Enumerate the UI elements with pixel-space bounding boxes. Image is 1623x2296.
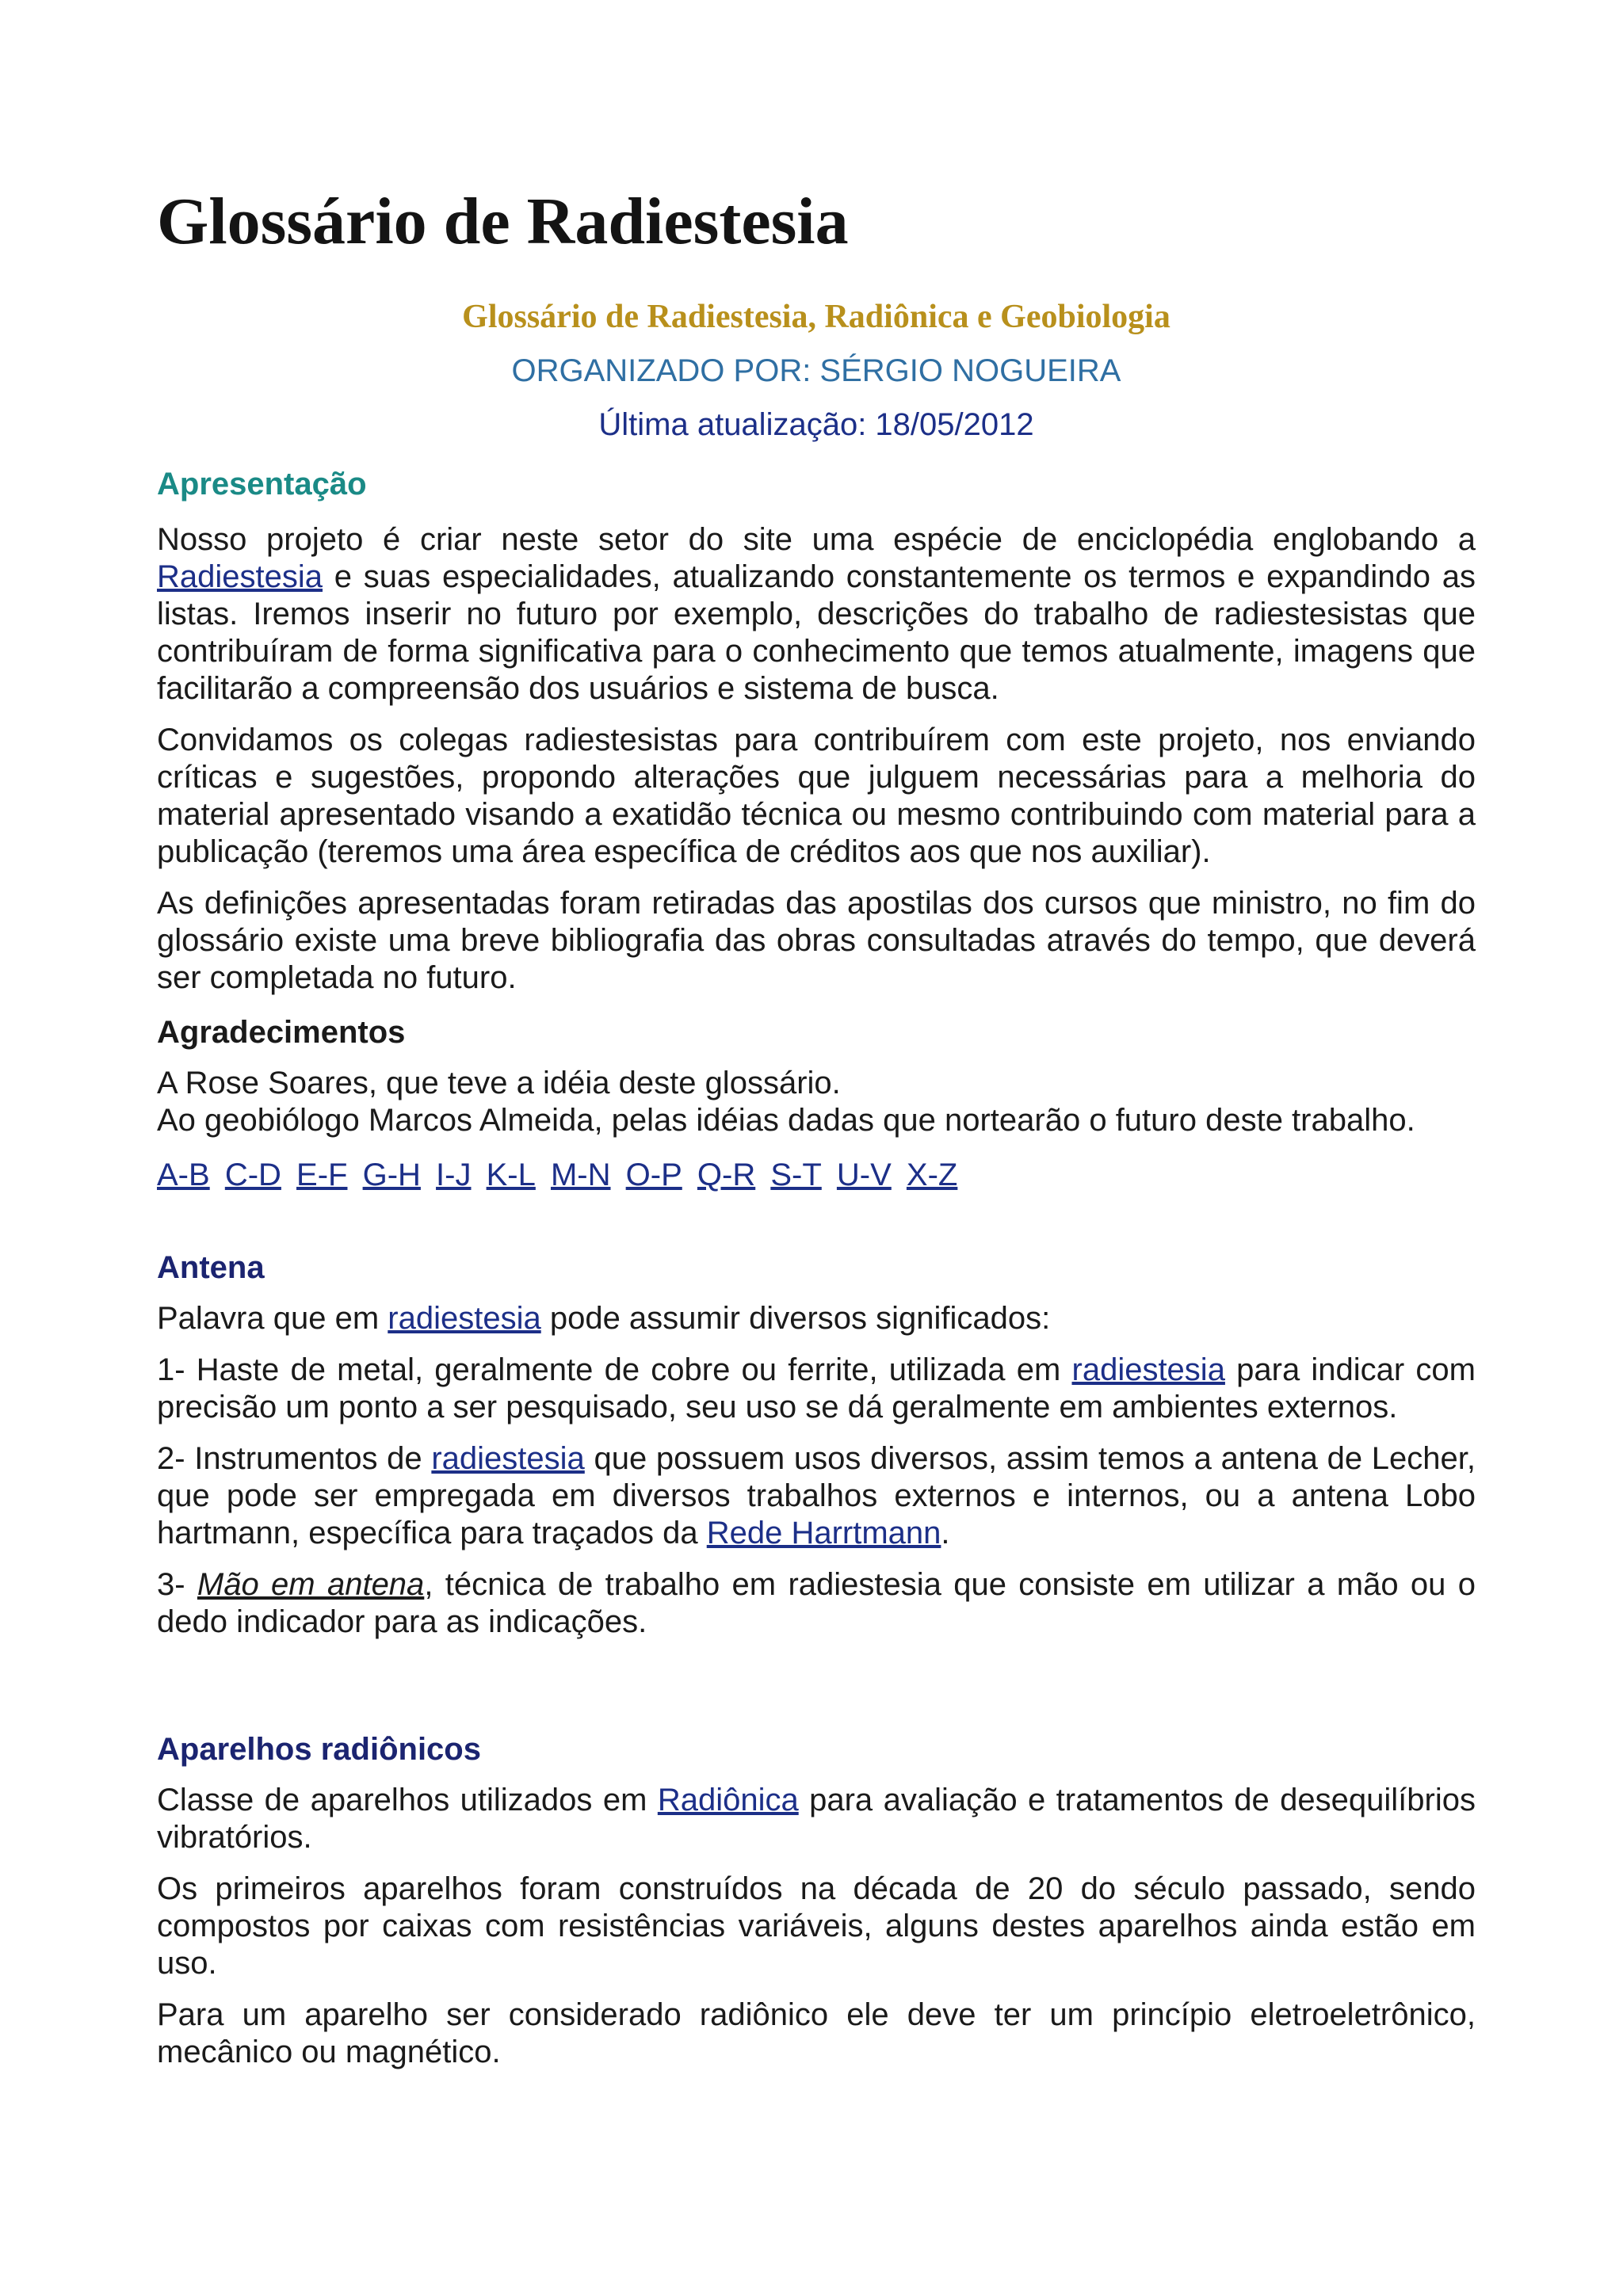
section-heading-apresentacao: Apresentação <box>157 467 367 502</box>
text-span: Classe de aparelhos utilizados em <box>157 1783 658 1817</box>
aparelhos-paragraph-2: Os primeiros aparelhos foram construídos na década de 20 do século passado, sendo compostos por caixas com resistências variáveis, alguns destes aparelhos ainda estão em uso. <box>157 1871 1476 1981</box>
alphabet-nav <box>157 1157 1476 1194</box>
apresentacao-paragraph-1 <box>157 521 1476 707</box>
antena-definition-1 <box>157 1352 1476 1426</box>
nav-link-a-b[interactable]: A-B <box>157 1158 210 1192</box>
link-mao-em-antena[interactable]: Mão em antena <box>197 1567 425 1602</box>
link-radiestesia[interactable]: Radiestesia <box>157 559 323 594</box>
document-content <box>157 182 1476 2071</box>
antena-definition-2 <box>157 1440 1476 1552</box>
antena-intro <box>157 1300 1476 1337</box>
section-heading-agradecimentos: Agradecimentos <box>157 1015 406 1050</box>
document-subtitle: Glossário de Radiestesia, Radiônica e Geobiologia <box>462 299 1170 335</box>
text-span: , técnica de trabalho em radiestesia que consiste em utilizar a mão ou o dedo indicador para as indicações. <box>157 1567 1476 1639</box>
page-title: Glossário de Radiestesia <box>157 185 849 258</box>
text-span: 2- Instrumentos de <box>157 1441 432 1476</box>
nav-link-x-z[interactable]: X-Z <box>906 1158 958 1192</box>
section-heading-antena: Antena <box>157 1250 265 1285</box>
link-radionica[interactable]: Radiônica <box>657 1783 799 1817</box>
agradecimentos-text <box>157 1065 1476 1139</box>
text-span: que possuem usos diversos, assim temos a antena de Lecher, que pode ser empregada em diversos trabalhos externos e internos, ou a antena Lobo hartmann, específica para traçados da <box>157 1441 1476 1550</box>
antena-definition-3 <box>157 1566 1476 1641</box>
apresentacao-paragraph-3: As definições apresentadas foram retiradas das apostilas dos cursos que ministro, no fim do glossário existe uma breve bibliografia das obras consultadas através do tempo, que deverá ser completada no futuro. <box>157 886 1476 995</box>
nav-link-q-r[interactable]: Q-R <box>697 1158 756 1192</box>
agradecimento-line-1: A Rose Soares, que teve a idéia deste glossário. <box>157 1066 841 1100</box>
nav-link-e-f[interactable]: E-F <box>296 1158 348 1192</box>
organizer-line: ORGANIZADO POR: SÉRGIO NOGUEIRA <box>511 353 1121 388</box>
link-radiestesia[interactable]: radiestesia <box>431 1441 585 1476</box>
spacer <box>157 1194 1476 1232</box>
nav-link-o-p[interactable]: O-P <box>625 1158 682 1192</box>
nav-link-k-l[interactable]: K-L <box>486 1158 536 1192</box>
apresentacao-paragraph-2: Convidamos os colegas radiestesistas para contribuírem com este projeto, nos enviando críticas e sugestões, propondo alterações que julguem necessárias para a melhoria do material apresentado visando a exatidão técnica ou mesmo contribuindo com material para a publicação (teremos uma área específica de créditos aos que nos auxiliar). <box>157 723 1476 869</box>
link-radiestesia[interactable]: radiestesia <box>1071 1352 1225 1387</box>
nav-link-i-j[interactable]: I-J <box>436 1158 472 1192</box>
link-rede-hartmann[interactable]: Rede Harrtmann <box>706 1516 941 1550</box>
last-updated: Última atualização: 18/05/2012 <box>598 407 1034 442</box>
section-heading-aparelhos-radionicos: Aparelhos radiônicos <box>157 1732 481 1767</box>
text-span: 1- Haste de metal, geralmente de cobre ou ferrite, utilizada em <box>157 1352 1072 1387</box>
aparelhos-paragraph-3: Para um aparelho ser considerado radiônico ele deve ter um princípio eletroeletrônico, mecânico ou magnético. <box>157 1997 1476 2069</box>
nav-link-m-n[interactable]: M-N <box>550 1158 611 1192</box>
text-span: Palavra que em <box>157 1301 388 1336</box>
text-span: para avaliação e tratamentos de desequilíbrios vibratórios. <box>157 1783 1476 1855</box>
text-span: pode assumir diversos significados: <box>540 1301 1051 1336</box>
nav-link-u-v[interactable]: U-V <box>836 1158 892 1192</box>
nav-link-c-d[interactable]: C-D <box>224 1158 281 1192</box>
agradecimento-line-2: Ao geobiólogo Marcos Almeida, pelas idéias dadas que nortearão o futuro deste trabalho. <box>157 1103 1415 1138</box>
nav-link-g-h[interactable]: G-H <box>362 1158 421 1192</box>
aparelhos-paragraph-1 <box>157 1782 1476 1856</box>
text-span: para indicar com precisão um ponto a ser pesquisado, seu uso se dá geralmente em ambientes externos. <box>157 1352 1476 1425</box>
spacer <box>157 1641 1476 1714</box>
text-span: 3- <box>157 1567 197 1602</box>
text-span: Nosso projeto é criar neste setor do site uma espécie de enciclopédia englobando a <box>157 522 1476 557</box>
text-span: . <box>941 1516 950 1550</box>
text-span: e suas especialidades, atualizando constantemente os termos e expandindo as listas. Iremos inserir no futuro por exemplo, descrições do trabalho de radiestesistas que contribuíram de forma significativa para o conhecimento que temos atualmente, imagens que facilitarão a compreensão dos usuários e sistema de busca. <box>157 559 1476 706</box>
link-radiestesia[interactable]: radiestesia <box>388 1301 541 1336</box>
nav-link-s-t[interactable]: S-T <box>770 1158 822 1192</box>
